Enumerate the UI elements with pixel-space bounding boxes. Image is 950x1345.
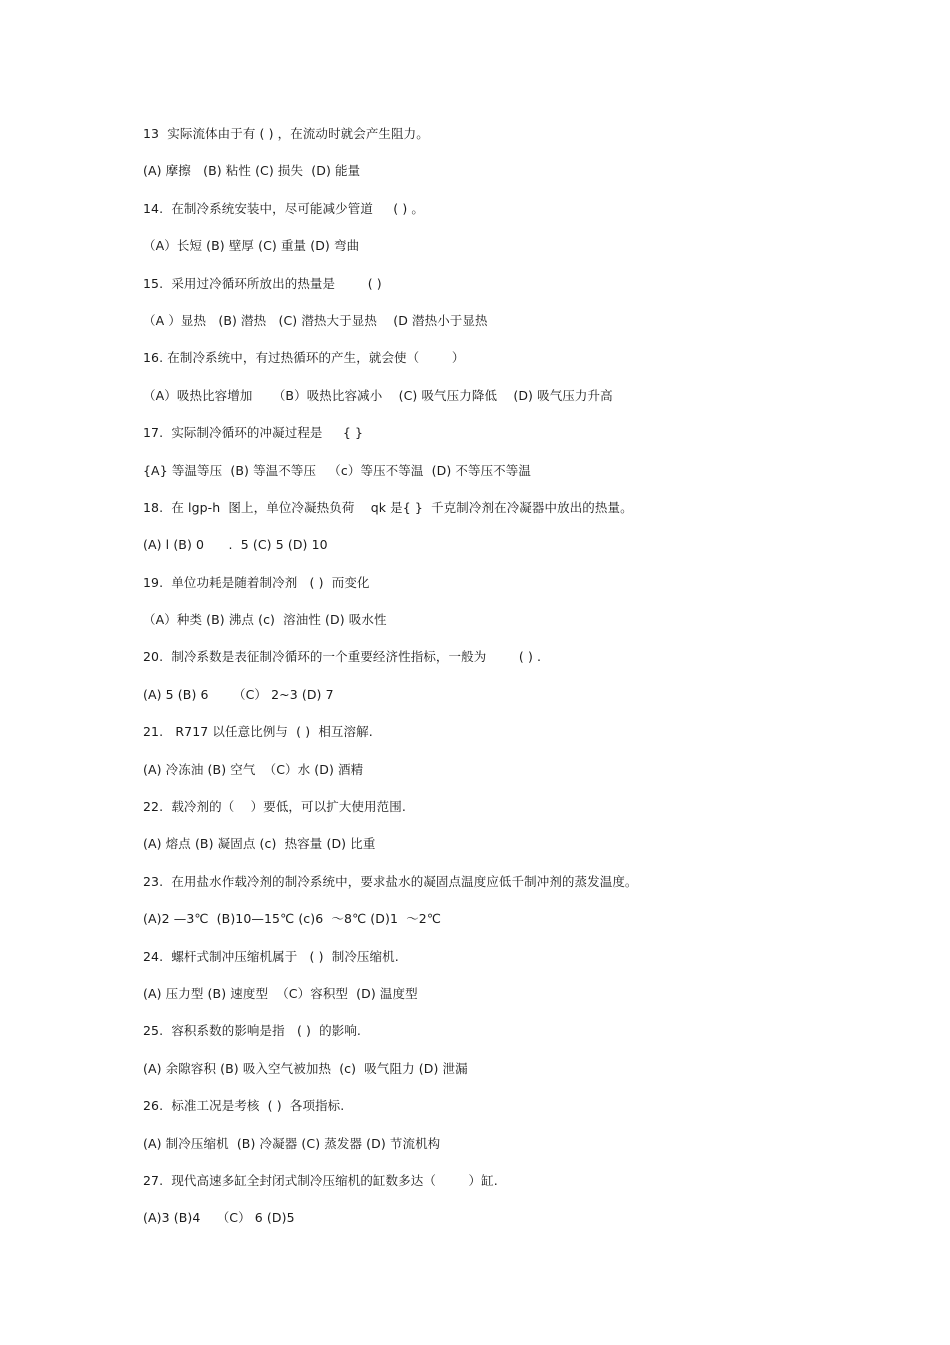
question-15: 15. 采用过冷循环所放出的热量是 ( ) <box>143 275 382 291</box>
question-18: 18. 在 lgp-h 图上，单位冷凝热负荷 qk 是{ } 千克制冷剂在冷凝器中放出的热量。 <box>143 499 633 515</box>
question-24: 24. 螺杆式制冲压缩机属于 ( ) 制冷压缩机. <box>143 948 399 964</box>
question-13: 13 实际流体由于有 ( ) ，在流动时就会产生阻力。 <box>143 126 429 141</box>
document-body <box>143 124 843 1246</box>
options-21: (A) 冷冻油 (B) 空气 （C）水 (D) 酒精 <box>143 761 364 777</box>
question-25: 25. 容积系数的影响是指 ( ) 的影响. <box>143 1023 361 1039</box>
options-25: (A) 余隙容积 (B) 吸入空气被加热 (c) 吸气阻力 (D) 泄漏 <box>143 1060 468 1076</box>
question-26: 26. 标准工况是考核 ( ) 各项指标. <box>143 1098 345 1114</box>
question-20: 20. 制冷系数是表征制冷循环的一个重要经济性指标，一般为 ( ) . <box>143 649 542 665</box>
options-18: (A) l (B) 0 . 5 (C) 5 (D) 10 <box>143 537 328 553</box>
options-16: （A）吸热比容增加 （B）吸热比容减小 (C) 吸气压力降低 (D) 吸气压力升高 <box>143 387 613 403</box>
options-13: (A) 摩擦 (B) 粘性 (C) 损失 (D) 能量 <box>143 163 361 179</box>
options-23: (A)2 —3℃ (B)10—15℃ (c)6 ～8℃ (D)1 ～2℃ <box>143 911 441 927</box>
question-22: 22. 载冷剂的（ ）要低，可以扩大使用范围. <box>143 799 406 815</box>
question-27: 27. 现代高速多缸全封闭式制冷压缩机的缸数多达（ ）缸. <box>143 1172 498 1188</box>
options-22: (A) 熔点 (B) 凝固点 (c) 热容量 (D) 比重 <box>143 836 376 852</box>
options-14: （A）长短 (B) 壁厚 (C) 重量 (D) 弯曲 <box>143 238 360 254</box>
question-16: 16. 在制冷系统中，有过热循环的产生，就会使（ ） <box>143 350 465 366</box>
options-27: (A)3 (B)4 （C） 6 (D)5 <box>143 1210 295 1226</box>
question-17: 17. 实际制冷循环的冲凝过程是 { } <box>143 425 364 441</box>
question-19: 19. 单位功耗是随着制冷剂 ( ) 而变化 <box>143 574 370 590</box>
question-23: 23. 在用盐水作载冷剂的制冷系统中，要求盐水的凝固点温度应低千制冲剂的蒸发温度。 <box>143 873 638 889</box>
options-26: (A) 制冷压缩机 (B) 冷凝器 (C) 蒸发器 (D) 节流机构 <box>143 1135 441 1151</box>
options-15: （A ）显热 (B) 潜热 (C) 潜热大于显热 (D 潜热小于显热 <box>143 312 488 328</box>
options-19: （A）种类 (B) 沸点 (c) 溶油性 (D) 吸水性 <box>143 612 387 628</box>
question-21: 21. R717 以任意比例与 ( ) 相互溶解. <box>143 724 373 740</box>
question-14: 14. 在制冷系统安装中，尽可能减少管道 ( ) 。 <box>143 200 424 216</box>
options-20: (A) 5 (B) 6 （C） 2~3 (D) 7 <box>143 686 334 702</box>
options-17: {A} 等温等压 (B) 等温不等压 （c）等压不等温 (D) 不等压不等温 <box>143 462 531 478</box>
options-24: (A) 压力型 (B) 速度型 （C）容积型 (D) 温度型 <box>143 985 418 1001</box>
